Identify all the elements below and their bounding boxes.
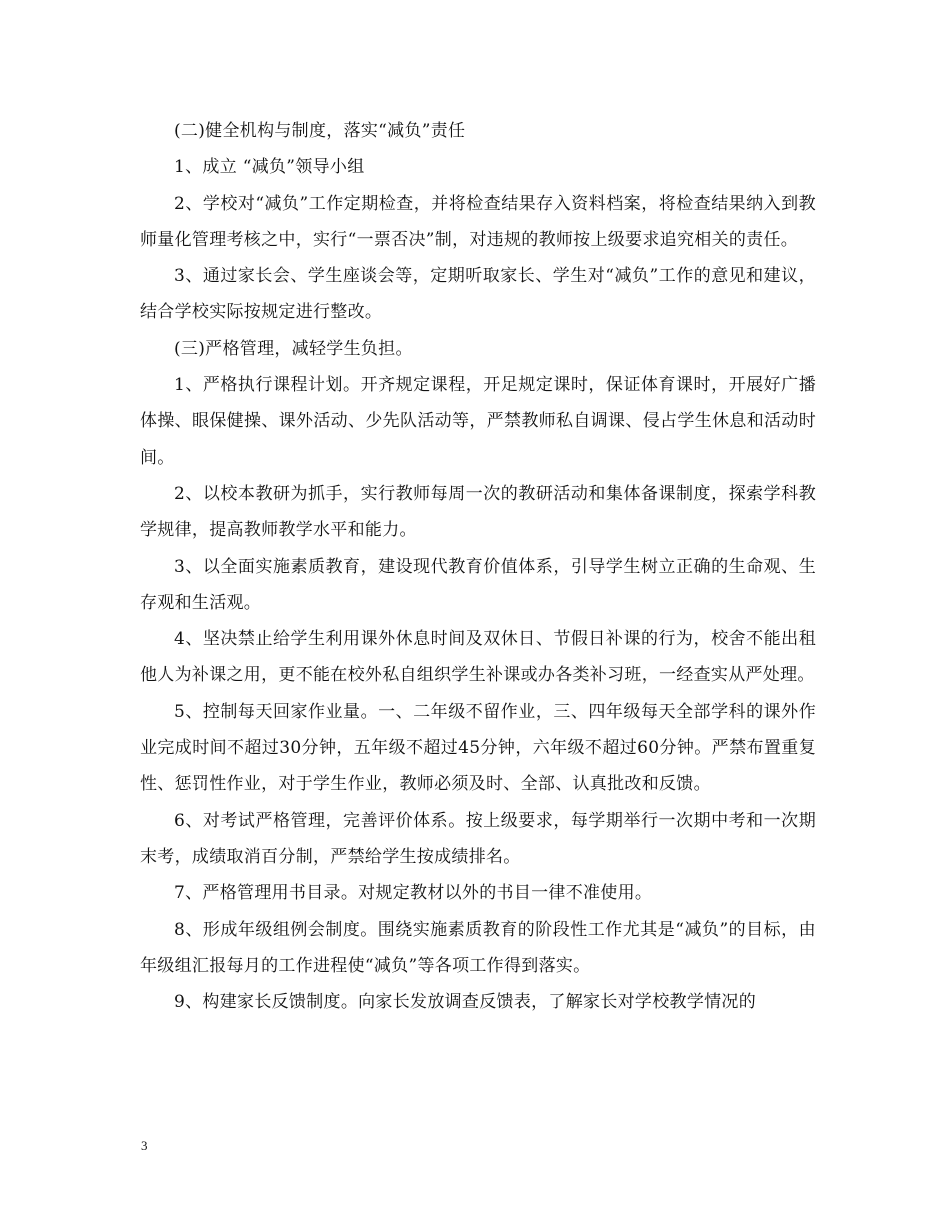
paragraph-item-3-b: 3、以全面实施素质教育，建设现代教育价值体系，引导学生树立正确的生命观、生存观和生活观。: [140, 556, 816, 613]
paragraph-item-2: 2、学校对“减负”工作定期检查，并将检查结果存入资料档案，将检查结果纳入到教师量化管理考核之中，实行“一票否决”制，对违规的教师按上级要求追究相关的责任。: [140, 193, 816, 250]
paragraph-item-9: 9、构建家长反馈制度。向家长发放调查反馈表，了解家长对学校教学情况的: [174, 992, 757, 1013]
paragraph-item-6: 6、对考试严格管理，完善评价体系。按上级要求，每学期举行一次期中考和一次期末考，成绩取消百分制，严禁给学生按成绩排名。: [140, 810, 816, 867]
paragraph-item-1: 1、成立 “减负”领导小组: [174, 157, 365, 178]
paragraph-item-3: 3、通过家长会、学生座谈会等，定期听取家长、学生对“减负”工作的意见和建议，结合学校实际按规定进行整改。: [140, 266, 816, 323]
document-body: [140, 113, 816, 1020]
section-heading-2: (二)健全机构与制度，落实“减负”责任: [174, 121, 466, 141]
paragraph-item-1-b: 1、严格执行课程计划。开齐规定课程，开足规定课时，保证体育课时，开展好广播体操、眼保健操、课外活动、少先队活动等，严禁教师私自调课、侵占学生休息和活动时间。: [140, 375, 816, 468]
page-number: 3: [141, 1138, 148, 1153]
paragraph-item-7: 7、严格管理用书目录。对规定教材以外的书目一律不准使用。: [174, 883, 653, 904]
section-heading-3: (三)严格管理，减轻学生负担。: [174, 338, 413, 359]
paragraph-item-5: 5、控制每天回家作业量。一、二年级不留作业，三、四年级每天全部学科的课外作业完成时间不超过30分钟，五年级不超过45分钟，六年级不超过60分钟。严禁布置重复性、惩罚性作业，对于学生作业，教师必须及时、全部、认真批改和反馈。: [140, 701, 816, 795]
paragraph-item-4: 4、坚决禁止给学生利用课外休息时间及双休日、节假日补课的行为，校舍不能出租他人为补课之用，更不能在校外私自组织学生补课或办各类补习班，一经查实从严处理。: [140, 629, 816, 686]
paragraph-item-8: 8、形成年级组例会制度。围绕实施素质教育的阶段性工作尤其是“减负”的目标，由年级组汇报每月的工作进程使“减负”等各项工作得到落实。: [140, 919, 816, 976]
paragraph-item-2-b: 2、以校本教研为抓手，实行教师每周一次的教研活动和集体备课制度，探索学科教学规律，提高教师教学水平和能力。: [140, 483, 816, 541]
